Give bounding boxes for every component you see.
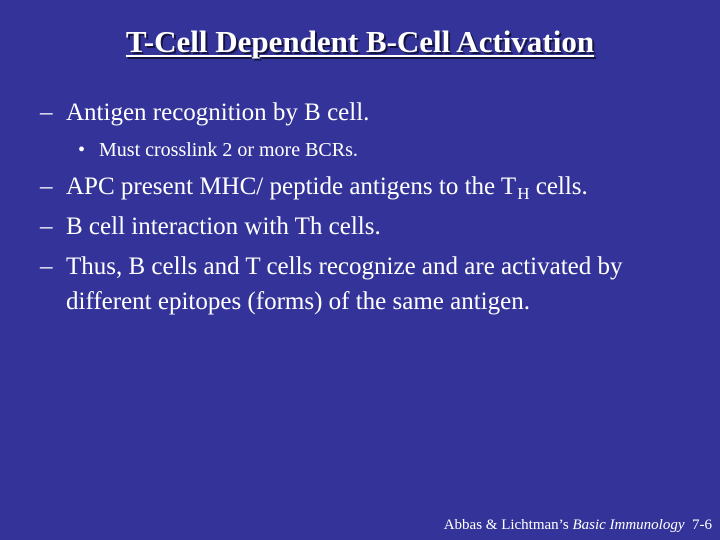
dash-marker: –: [40, 213, 53, 240]
footer-book-title: Basic Immunology: [572, 517, 685, 533]
footer-authors: Abbas & Lichtman’s: [443, 517, 573, 533]
bullet-text: B cell interaction with Th cells.: [66, 213, 381, 240]
slide-title: T-Cell Dependent B-Cell Activation: [125, 24, 595, 59]
citation-footer: [444, 517, 712, 534]
bullet-text-part: APC present MHC/ peptide antigens to the T: [66, 173, 517, 200]
dash-marker: –: [40, 99, 53, 126]
bullet-text-part: cells.: [529, 173, 588, 200]
subscript-h: H: [517, 184, 530, 203]
bullet-text: different epitopes (forms) of the same antigen.: [66, 288, 530, 315]
sub-bullet-text: Must crosslink 2 or more BCRs.: [99, 139, 358, 161]
dash-marker: –: [40, 173, 53, 200]
dash-marker: –: [40, 253, 53, 280]
bullet-text: Thus, B cells and T cells recognize and are activated by: [66, 253, 623, 280]
dot-marker: •: [78, 139, 86, 161]
footer-page-number: 7-6: [684, 517, 712, 533]
bullet-text: Antigen recognition by B cell.: [66, 99, 370, 126]
bullet-text: [66, 172, 588, 204]
